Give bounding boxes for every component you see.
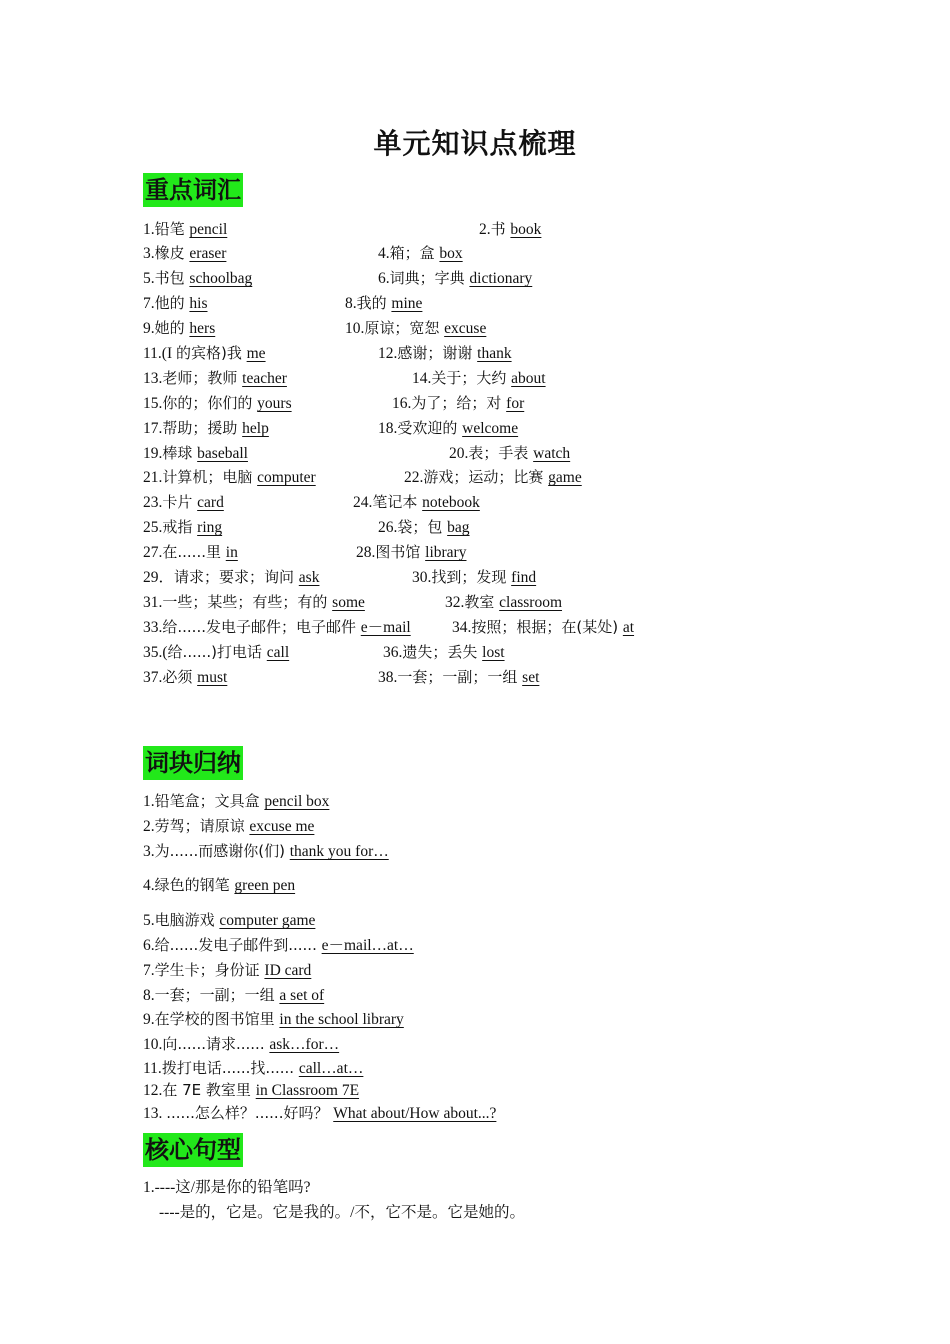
vocab-item-chinese: 请求；要求；询问 — [174, 568, 299, 586]
phrase-item-english-answer: What about/How about...? — [333, 1105, 497, 1122]
vocab-item — [143, 492, 224, 513]
phrase-item-chinese: 在学校的图书馆里 — [154, 1010, 280, 1028]
vocab-item-english-answer: pencil — [189, 221, 228, 238]
vocab-item-number: 23. — [143, 494, 163, 511]
vocab-item-english-answer: set — [522, 669, 540, 686]
vocab-item-chinese: 词典；字典 — [389, 269, 470, 287]
vocab-item-chinese: 找到；发现 — [431, 568, 512, 586]
vocab-item-chinese: 按照；根据；在(某处) — [471, 618, 623, 636]
vocab-item — [449, 443, 570, 464]
vocab-item — [452, 617, 634, 638]
vocab-row — [0, 219, 950, 239]
vocab-item — [378, 517, 470, 538]
vocab-item-chinese: 铅笔 — [154, 220, 190, 238]
vocab-item-chinese: 书包 — [154, 269, 190, 287]
vocab-item-chinese: 书 — [490, 220, 511, 238]
vocab-item-number: 21. — [143, 469, 163, 486]
section-heading-phrases: 词块归纳 — [143, 746, 243, 780]
vocab-item-english-answer: excuse — [444, 320, 487, 337]
vocab-item-number: 19. — [143, 445, 163, 462]
phrase-item-chinese: 一套；一副；一组 — [154, 986, 280, 1004]
vocab-item-number: 31. — [143, 594, 163, 611]
phrase-item — [143, 1034, 339, 1055]
vocab-item-number: 34. — [452, 619, 472, 636]
phrase-item-chinese: 绿色的钢笔 — [154, 876, 235, 894]
vocab-item — [143, 418, 269, 439]
phrase-item-chinese: 劳驾；请原谅 — [154, 817, 250, 835]
vocab-item-english-answer: some — [332, 594, 365, 611]
vocab-item-number: 32. — [445, 594, 465, 611]
vocab-row — [0, 617, 950, 637]
vocab-item-chinese: 原谅；宽恕 — [364, 319, 445, 337]
vocab-item-number: 20. — [449, 445, 469, 462]
phrase-item — [143, 816, 314, 837]
vocab-item-chinese: 棒球 — [162, 444, 198, 462]
phrase-item — [143, 1058, 363, 1079]
vocab-item-number: 9. — [143, 320, 155, 337]
vocab-item-chinese: 戒指 — [162, 518, 198, 536]
vocab-item — [412, 368, 546, 389]
vocab-item-chinese: 必须 — [162, 668, 198, 686]
phrase-item — [143, 875, 295, 896]
vocab-item — [143, 443, 248, 464]
vocab-item-chinese: 感谢；谢谢 — [397, 344, 478, 362]
vocab-item-chinese: 他的 — [154, 294, 190, 312]
vocab-item-number: 5. — [143, 270, 155, 287]
vocab-item-chinese: 遗失；丢失 — [402, 643, 483, 661]
vocab-item — [143, 467, 316, 488]
vocab-item-chinese: 一些；某些；有些；有的 — [162, 593, 333, 611]
phrase-item-number: 10. — [143, 1036, 163, 1053]
vocab-item — [356, 542, 466, 563]
vocab-item-chinese: 箱；盒 — [389, 244, 440, 262]
phrase-item-number: 8. — [143, 987, 155, 1004]
vocab-item-english-answer: e－mail — [360, 619, 411, 636]
vocab-item-number: 38. — [378, 669, 398, 686]
vocab-item-chinese: 受欢迎的 — [397, 419, 463, 437]
vocab-item-english-answer: teacher — [242, 370, 287, 387]
phrase-item — [143, 1009, 404, 1030]
vocab-row — [0, 517, 950, 537]
vocab-item-english-answer: yours — [257, 395, 292, 412]
vocab-item-chinese: 她的 — [154, 319, 190, 337]
section-heading-sentences: 核心句型 — [143, 1133, 243, 1167]
vocab-item — [378, 268, 532, 289]
vocab-item-number: 24. — [353, 494, 373, 511]
vocab-row — [0, 642, 950, 662]
vocab-item-english-answer: call — [266, 644, 290, 661]
phrase-item — [143, 960, 311, 981]
sentence-question: 1.----这/那是你的铅笔吗? — [143, 1179, 311, 1196]
vocab-item-english-answer: find — [511, 569, 537, 586]
vocab-item-chinese: 一套；一副；一组 — [397, 668, 523, 686]
vocab-item — [143, 268, 252, 289]
vocab-item-chinese: 笔记本 — [372, 493, 423, 511]
vocab-item — [378, 418, 518, 439]
vocab-item-chinese: 帮助；援助 — [162, 419, 243, 437]
vocab-item — [143, 343, 266, 364]
phrase-item-number: 4. — [143, 877, 155, 894]
vocab-item-english-answer: library — [425, 544, 467, 561]
vocab-item — [392, 393, 524, 414]
vocab-item — [345, 318, 486, 339]
vocab-item — [143, 517, 222, 538]
vocab-item-number: 27. — [143, 544, 163, 561]
vocab-item — [353, 492, 480, 513]
vocab-item-english-answer: card — [197, 494, 224, 511]
vocab-item-chinese: 卡片 — [162, 493, 198, 511]
phrase-item-number: 11. — [143, 1060, 162, 1077]
vocab-row — [0, 667, 950, 687]
vocab-item-number: 36. — [383, 644, 403, 661]
phrase-item — [143, 985, 324, 1006]
vocab-item-chinese: 关于；大约 — [431, 369, 512, 387]
page-title: 单元知识点梳理 — [373, 127, 577, 160]
vocab-item-english-answer: help — [242, 420, 269, 437]
vocab-item-number: 14. — [412, 370, 432, 387]
vocab-item — [143, 243, 226, 264]
vocab-item-english-answer: dictionary — [469, 270, 533, 287]
phrase-item-number: 12. — [143, 1082, 163, 1099]
vocab-item — [378, 343, 512, 364]
vocab-item-chinese: 表；手表 — [468, 444, 534, 462]
vocab-item-english-answer: about — [511, 370, 546, 387]
vocab-item-number: 33. — [143, 619, 163, 636]
vocab-row — [0, 418, 950, 438]
vocab-item-english-answer: book — [510, 221, 542, 238]
vocab-row — [0, 443, 950, 463]
vocab-item-number: 2. — [479, 221, 491, 238]
vocab-item-chinese: 图书馆 — [375, 543, 426, 561]
phrase-item-chinese: 拨打电话......找...... — [161, 1059, 299, 1077]
phrase-item-english-answer: ask…for… — [269, 1036, 340, 1053]
phrase-item-number: 9. — [143, 1011, 155, 1028]
vocab-item-english-answer: me — [246, 345, 266, 362]
phrase-item-english-answer: a set of — [279, 987, 325, 1004]
vocab-item-english-answer: bag — [447, 519, 470, 536]
phrase-item-number: 6. — [143, 937, 155, 954]
vocab-item-number: 37. — [143, 669, 163, 686]
vocab-row — [0, 368, 950, 388]
vocab-item-english-answer: eraser — [189, 245, 227, 262]
vocab-item — [143, 542, 238, 563]
vocab-item-english-answer: baseball — [197, 445, 248, 462]
vocab-row — [0, 293, 950, 313]
vocab-item-number: 29． — [143, 569, 175, 586]
vocab-item-chinese: 老师；教师 — [162, 369, 243, 387]
vocab-item-number: 16. — [392, 395, 412, 412]
vocab-item — [143, 567, 319, 588]
vocab-item — [143, 393, 292, 414]
vocab-item-english-answer: lost — [482, 644, 505, 661]
vocab-item — [143, 368, 287, 389]
vocab-item-english-answer: computer — [257, 469, 316, 486]
phrase-item-english-answer: in the school library — [279, 1011, 404, 1028]
vocab-item — [445, 592, 562, 613]
vocab-item — [383, 642, 505, 663]
vocab-row — [0, 592, 950, 612]
vocab-item — [378, 243, 463, 264]
vocab-item-number: 25. — [143, 519, 163, 536]
vocab-item — [143, 219, 227, 240]
vocab-item-english-answer: hers — [189, 320, 216, 337]
vocab-item-number: 35.( — [143, 644, 168, 661]
vocab-item-chinese: 教室 — [464, 593, 500, 611]
phrase-item — [143, 910, 315, 931]
vocab-item-chinese: 为了；给；对 — [411, 394, 507, 412]
vocab-item — [143, 617, 411, 638]
vocab-item-number: 17. — [143, 420, 163, 437]
vocab-row — [0, 318, 950, 338]
phrase-item-chinese: 在 7E 教室里 — [162, 1081, 256, 1099]
vocab-item-chinese: 计算机；电脑 — [162, 468, 258, 486]
vocab-item-chinese: 给......发电子邮件；电子邮件 — [162, 618, 361, 636]
phrase-item-english-answer: pencil box — [264, 793, 330, 810]
vocab-item-english-answer: classroom — [499, 594, 563, 611]
vocab-item-chinese: 的宾格)我 — [176, 344, 247, 362]
vocab-item-english-answer: ask — [298, 569, 320, 586]
vocab-item-number: 15. — [143, 395, 163, 412]
vocab-item-english-answer: mine — [391, 295, 423, 312]
phrase-item-chinese: ......怎么样？......好吗？ — [166, 1104, 334, 1122]
vocab-item — [143, 592, 365, 613]
vocab-item — [412, 567, 536, 588]
phrase-item-chinese: 为......而感谢你(们) — [154, 842, 290, 860]
vocab-row — [0, 343, 950, 363]
phrase-item — [143, 1103, 496, 1124]
vocab-item-english-answer: watch — [533, 445, 571, 462]
vocab-item-chinese: 袋；包 — [397, 518, 448, 536]
vocab-item-english-answer: must — [197, 669, 228, 686]
phrase-item — [143, 791, 329, 812]
phrase-item-english-answer: in Classroom 7E — [255, 1082, 360, 1099]
vocab-item-chinese: 你的；你们的 — [162, 394, 258, 412]
phrase-item-english-answer: call…at… — [298, 1060, 364, 1077]
vocab-item-english-answer: in — [225, 544, 238, 561]
vocab-row — [0, 542, 950, 562]
vocab-item-number: 18. — [378, 420, 398, 437]
phrase-item-chinese: 学生卡；身份证 — [154, 961, 265, 979]
vocab-row — [0, 243, 950, 263]
vocab-item-number: 6. — [378, 270, 390, 287]
vocab-item-number: 28. — [356, 544, 376, 561]
vocab-item-chinese: 给......)打电话 — [167, 643, 267, 661]
vocab-item-number: 11.(I — [143, 345, 176, 362]
phrase-item-number: 1. — [143, 793, 155, 810]
vocab-item-english-answer: box — [439, 245, 463, 262]
vocab-item-number: 30. — [412, 569, 432, 586]
phrase-item-english-answer: excuse me — [249, 818, 315, 835]
vocab-item — [143, 667, 227, 688]
vocab-item — [143, 318, 215, 339]
vocab-item-chinese: 我的 — [356, 294, 392, 312]
vocab-item-english-answer: ring — [197, 519, 223, 536]
phrase-item-number: 7. — [143, 962, 155, 979]
vocab-item-number: 13. — [143, 370, 163, 387]
phrase-item-number: 5. — [143, 912, 155, 929]
vocab-item-number: 12. — [378, 345, 398, 362]
phrase-item — [143, 841, 389, 862]
phrase-item-english-answer: computer game — [219, 912, 316, 929]
vocab-item-chinese: 在......里 — [162, 543, 226, 561]
vocab-item-number: 22. — [404, 469, 424, 486]
phrase-item-chinese: 电脑游戏 — [154, 911, 220, 929]
vocab-item — [143, 642, 289, 663]
vocab-item-number: 8. — [345, 295, 357, 312]
phrase-item — [143, 1080, 359, 1101]
section-heading-vocab: 重点词汇 — [143, 173, 243, 207]
vocab-item-number: 3. — [143, 245, 155, 262]
vocab-item — [378, 667, 539, 688]
phrase-item — [143, 935, 414, 956]
phrase-item-chinese: 给......发电子邮件到...... — [154, 936, 322, 954]
vocab-item-english-answer: welcome — [462, 420, 519, 437]
phrase-item-english-answer: green pen — [234, 877, 296, 894]
vocab-row — [0, 567, 950, 587]
phrase-item-english-answer: e－mail…at… — [321, 937, 414, 954]
vocab-item — [143, 293, 208, 314]
vocab-row — [0, 393, 950, 413]
vocab-item-english-answer: game — [548, 469, 582, 486]
vocab-item-chinese: 橡皮 — [154, 244, 190, 262]
phrase-item-number: 2. — [143, 818, 155, 835]
vocab-item — [479, 219, 541, 240]
vocab-item-number: 7. — [143, 295, 155, 312]
vocab-item-number: 26. — [378, 519, 398, 536]
vocab-item-english-answer: thank — [477, 345, 512, 362]
sentence-answer: ----是的，它是。它是我的。/不，它不是。它是她的。 — [159, 1204, 525, 1221]
phrase-item-english-answer: thank you for… — [289, 843, 389, 860]
vocab-row — [0, 492, 950, 512]
vocab-item-number: 4. — [378, 245, 390, 262]
vocab-row — [0, 268, 950, 288]
phrase-item-number: 3. — [143, 843, 155, 860]
vocab-item — [345, 293, 422, 314]
vocab-item-chinese: 游戏；运动；比赛 — [423, 468, 549, 486]
vocab-item-english-answer: schoolbag — [189, 270, 253, 287]
vocab-item-number: 10. — [345, 320, 365, 337]
vocab-item-english-answer: at — [622, 619, 635, 636]
vocab-item-english-answer: for — [506, 395, 525, 412]
phrase-item-number: 13. — [143, 1105, 167, 1122]
vocab-item — [404, 467, 582, 488]
phrase-item-english-answer: ID card — [264, 962, 312, 979]
phrase-item-chinese: 铅笔盒；文具盒 — [154, 792, 265, 810]
vocab-item-number: 1. — [143, 221, 155, 238]
vocab-row — [0, 467, 950, 487]
phrase-item-chinese: 向......请求...... — [162, 1035, 270, 1053]
vocab-item-english-answer: notebook — [422, 494, 480, 511]
vocab-item-english-answer: his — [189, 295, 208, 312]
